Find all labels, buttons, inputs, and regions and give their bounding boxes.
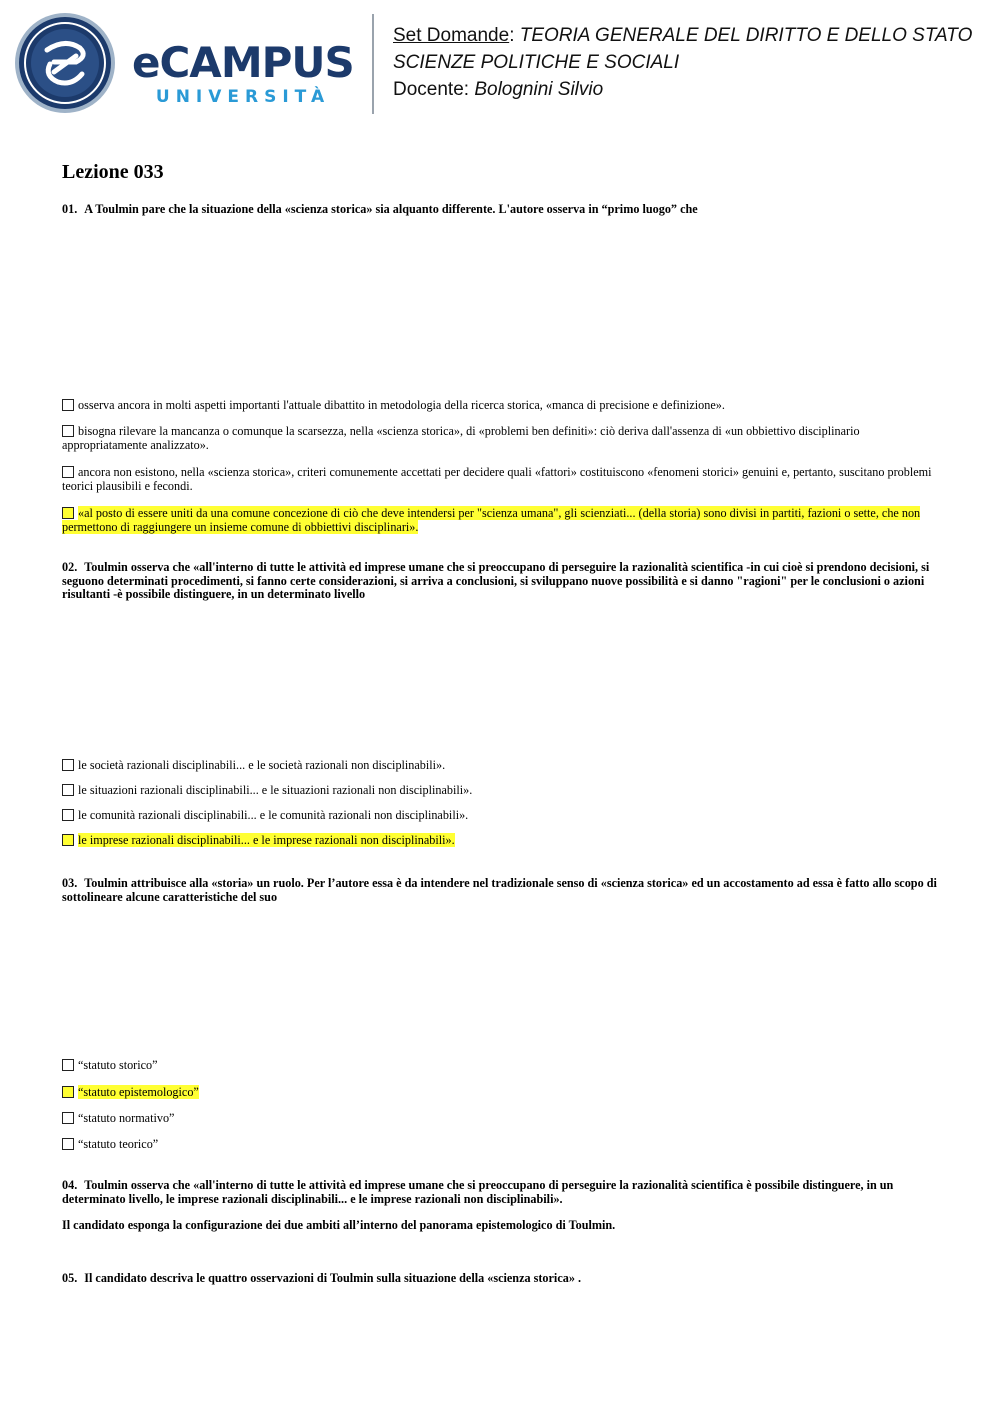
question-text: Toulmin osserva che «all'interno di tutte le attività ed imprese umane che si preoccupano di perseguire la razionalità scientifica è possibile distinguere, in un determinato livello, le imprese razionali disciplinabili... e le imprese razionali non disciplinabili». (62, 1178, 894, 1206)
header-divider (372, 14, 374, 114)
checkbox[interactable] (62, 425, 74, 437)
course-line: Set Domande: TEORIA GENERALE DEL DIRITTO E DELLO STATO (393, 25, 973, 46)
answer-option (62, 1138, 942, 1152)
checkbox[interactable] (62, 784, 74, 796)
set-label: Set Domande (393, 25, 510, 46)
option-text: “statuto epistemologico” (78, 1085, 199, 1099)
checkbox[interactable] (62, 507, 74, 519)
checkbox[interactable] (62, 759, 74, 771)
lesson-title: Lezione 033 (62, 161, 164, 183)
answer-option (62, 1112, 942, 1126)
checkbox[interactable] (62, 399, 74, 411)
checkbox[interactable] (62, 1138, 74, 1150)
page-header (0, 0, 1000, 130)
question-text: Il candidato descriva le quattro osservazioni di Toulmin sulla situazione della «scienza storica» . (84, 1271, 582, 1285)
question-number: 01. (62, 202, 78, 216)
answer-option-correct (62, 834, 942, 848)
question-text: Toulmin attribuisce alla «storia» un ruolo. Per l’autore essa è da intendere nel tradizionale senso di «scienza storica» ed un accostamento ad essa è fatto allo scopo di sottolineare alcune caratteristiche del suo (62, 876, 937, 904)
option-text: le imprese razionali disciplinabili... e le imprese razionali non disciplinabili». (78, 833, 455, 847)
course-subtitle-line (393, 49, 993, 76)
question-number: 05. (62, 1271, 78, 1285)
question-extra-text: Il candidato esponga la configurazione dei due ambiti all’interno del panorama epistemologico di Toulmin. (62, 1218, 616, 1232)
question-text: Toulmin osserva che «all'interno di tutte le attività ed imprese umane che si preoccupano di perseguire la razionalità scientifica -in cui cioè si prendono decisioni, si seguono determinati procedimenti, si fanno certe considerazioni, si arriva a conclusioni, si sviluppano nuove possibilità e si danno "ragioni" per le conclusioni o azioni risultanti -è possibile distinguere, in un determinato livello (62, 560, 930, 601)
answer-option (62, 425, 942, 452)
checkbox[interactable] (62, 809, 74, 821)
header-info (393, 22, 993, 103)
option-text: “statuto storico” (78, 1058, 158, 1072)
answer-option (62, 399, 942, 413)
option-text: “statuto teorico” (78, 1137, 159, 1151)
course-subtitle: SCIENZE POLITICHE E SOCIALI (393, 52, 680, 73)
option-text: le situazioni razionali disciplinabili... e le situazioni razionali non disciplinabili». (78, 783, 473, 797)
brand-name: eCAMPUS (132, 38, 354, 87)
option-text: “statuto normativo” (78, 1111, 175, 1125)
checkbox[interactable] (62, 466, 74, 478)
course-title: TEORIA GENERALE DEL DIRITTO E DELLO STATO (519, 25, 973, 46)
ecampus-logo-icon (14, 12, 116, 114)
question-05 (62, 1272, 942, 1286)
option-text: le comunità razionali disciplinabili... e le comunità razionali non disciplinabili». (78, 808, 469, 822)
answer-option (62, 809, 942, 823)
option-text: ancora non esistono, nella «scienza storica», criteri comunemente accettati per decidere quali «fattori» costituiscono «fenomeni storici» genuini e, pertanto, suscitano problemi teorici plausibili e fecondi. (62, 465, 932, 493)
teacher-line (393, 76, 993, 103)
answer-option (62, 1059, 942, 1073)
option-text: «al posto di essere uniti da una comune concezione di ciò che deve intendersi per "scienza umana", gli scienziati... (della storia) sono divisi in partiti, fazioni o sette, che non permettono di raggiungere un insieme comune di obbiettivi disciplinari». (62, 506, 921, 534)
question-03 (62, 877, 942, 904)
answer-option-correct (62, 507, 942, 534)
teacher-name: Bolognini Silvio (474, 79, 604, 100)
brand-subtitle: UNIVERSITÀ (155, 87, 331, 107)
question-number: 04. (62, 1178, 78, 1192)
checkbox[interactable] (62, 1086, 74, 1098)
answer-option (62, 466, 942, 493)
option-text: le società razionali disciplinabili... e le società razionali non disciplinabili». (78, 758, 446, 772)
question-number: 02. (62, 560, 78, 574)
question-number: 03. (62, 876, 78, 890)
answer-option (62, 759, 942, 773)
answer-option-correct (62, 1086, 942, 1100)
question-04-instruction (62, 1219, 942, 1233)
option-text: bisogna rilevare la mancanza o comunque la scarsezza, nella «scienza storica», di «problemi ben definiti»: ciò deriva dall'assenza di «un obbiettivo disciplinario appropriatamente analizzato». (62, 424, 860, 452)
question-text: A Toulmin pare che la situazione della «scienza storica» sia alquanto differente. L'autore osserva in “primo luogo” che (84, 202, 698, 216)
question-04 (62, 1179, 942, 1206)
question-01 (62, 203, 942, 217)
teacher-label: Docente: (393, 79, 470, 100)
question-02 (62, 561, 942, 602)
option-text: osserva ancora in molti aspetti importanti l'attuale dibattito in metodologia della ricerca storica, «manca di precisione e definizione». (78, 398, 725, 412)
checkbox[interactable] (62, 1112, 74, 1124)
brand-wordmark (132, 40, 362, 112)
answer-option (62, 784, 942, 798)
checkbox[interactable] (62, 834, 74, 846)
checkbox[interactable] (62, 1059, 74, 1071)
